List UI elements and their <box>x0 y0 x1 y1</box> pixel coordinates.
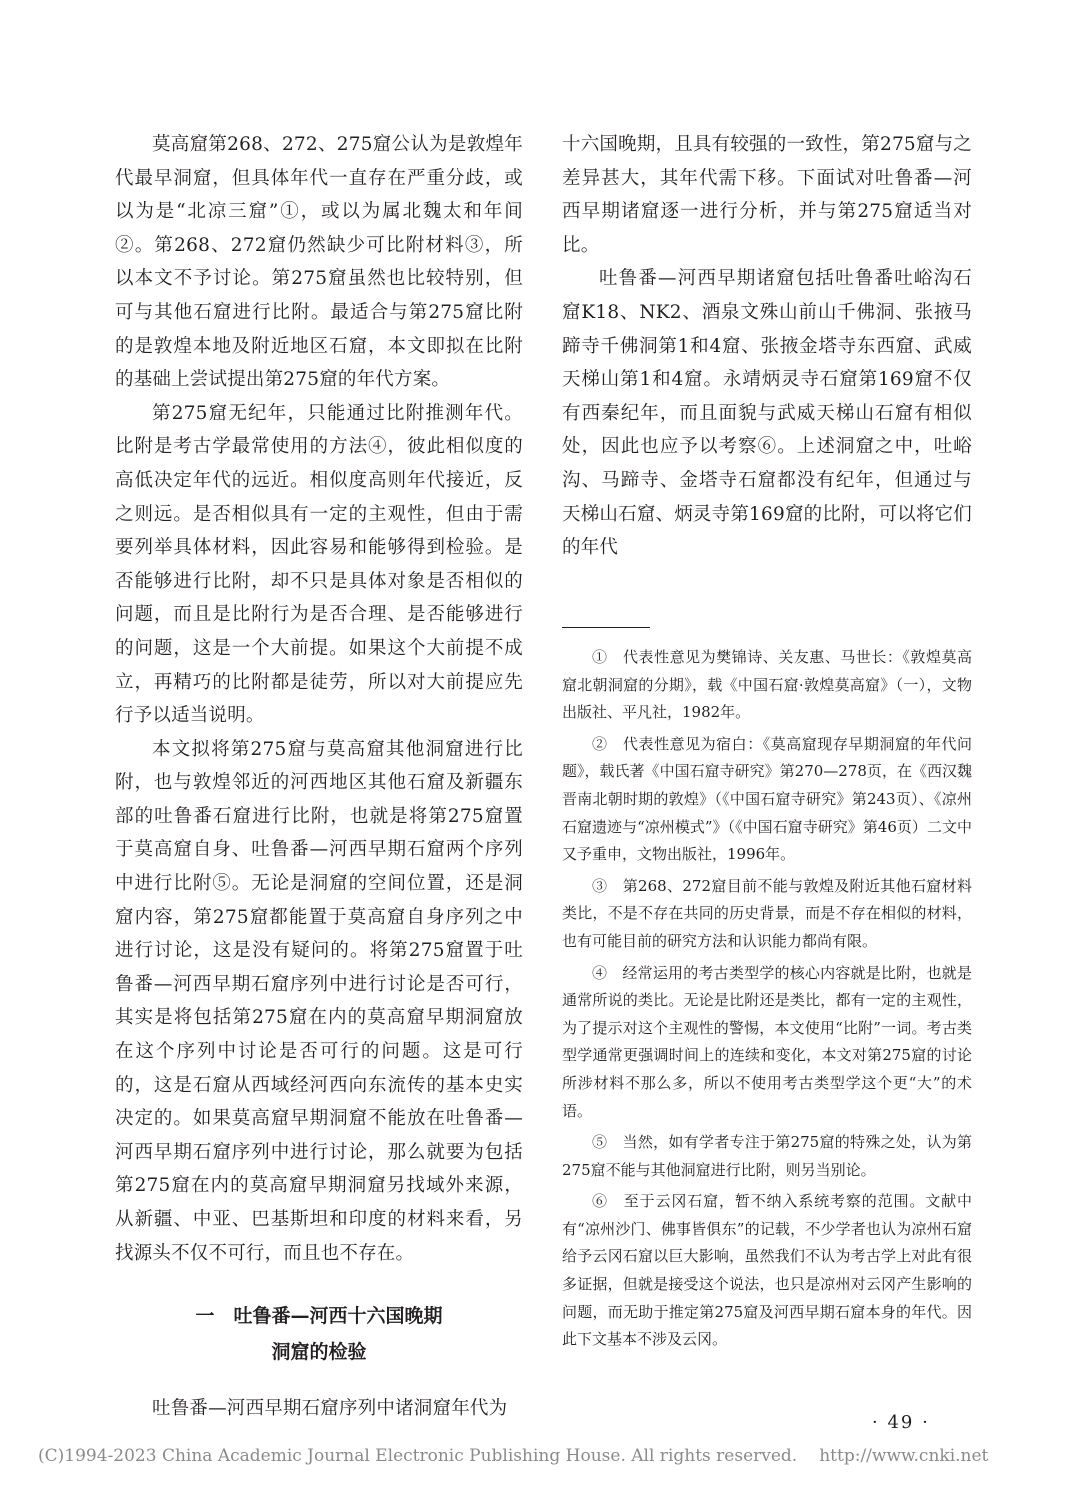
footnote-3: ③ 第268、272窟目前不能与敦煌及附近其他石窟材料类比，不是不存在共同的历史背景，而是不存在相似的材料，也有可能目前的研究方法和认识能力都尚有限。 <box>562 876 972 950</box>
right-column <box>562 128 972 565</box>
body-paragraph: 吐鲁番—河西早期石窟序列中诸洞窟年代为 <box>152 1398 508 1420</box>
body-paragraph: 第275窟无纪年，只能通过比附推测年代。比附是考古学最常使用的方法④，彼此相似度的高低决定年代的远近。相似度高则年代接近，反之则远。是否相似具有一定的主观性，但由于需要列举具体材料，因此容易和能够得到检验。是否能够进行比附，却不只是具体对象是否相似的问题，而且是比附行为是否合理、是否能够进行的问题，这是一个大前提。如果这个大前提不成立，再精巧的比附都是徒劳，所以对大前提应先行予以适当说明。 <box>115 402 523 727</box>
footnote-divider <box>562 627 650 628</box>
body-paragraph: 本文拟将第275窟与莫高窟其他洞窟进行比附，也与敦煌邻近的河西地区其他石窟及新疆东部的吐鲁番石窟进行比附，也就是将第275窟置于莫高窟自身、吐鲁番—河西早期石窟两个序列中进行比附⑤。无论是洞窟的空间位置，还是洞窟内容，第275窟都能置于莫高窟自身序列之中进行讨论，这是没有疑问的。将第275窟置于吐鲁番—河西早期石窟序列中进行讨论是否可行，其实是将包括第275窟在内的莫高窟早期洞窟放在这个序列中讨论是否可行的问题。这是可行的，这是石窟从西域经河西向东流传的基本史实决定的。如果莫高窟早期洞窟不能放在吐鲁番—河西早期石窟序列中进行讨论，那么就要为包括第275窟在内的莫高窟早期洞窟另找域外来源，从新疆、中亚、巴基斯坦和印度的材料来看，另找源头不仅不可行，而且也不存在。 <box>115 738 523 1264</box>
footnote-4: ④ 经常运用的考古类型学的核心内容就是比附，也就是通常所说的类比。无论是比附还是类比，都有一定的主观性，为了提示对这个主观性的警惕，本文使用“比附”一词。考古类型学通常更强调时间上的连续和变化，本文对第275窟的讨论所涉材料不那么多，所以不使用考古类型学这个更“大”的术语。 <box>562 963 972 1120</box>
footnote-1: ① 代表性意见为樊锦诗、关友惠、马世长：《敦煌莫高窟北朝洞窟的分期》，载《中国石窟·敦煌莫高窟》（一），文物出版社、平凡社，1982年。 <box>562 648 972 722</box>
body-paragraph-continued: 十六国晚期，且具有较强的一致性，第275窟与之差异甚大，其年代需下移。下面试对吐鲁番—河西早期诸窟逐一进行分析，并与第275窟适当对比。 <box>562 134 972 256</box>
body-paragraph: 吐鲁番—河西早期诸窟包括吐鲁番吐峪沟石窟K18、NK2、酒泉文殊山前山千佛洞、张掖马蹄寺千佛洞第1和4窟、张掖金塔寺东西窟、武威天梯山第1和4窟。永靖炳灵寺石窟第169窟不仅有西秦纪年，而且面貌与武威天梯山石窟有相似处，因此也应予以考察⑥。上述洞窟之中，吐峪沟、马蹄寺、金塔寺石窟都没有纪年，但通过与天梯山石窟、炳灵寺第169窟的比附，可以将它们的年代 <box>562 268 972 559</box>
footnote-6: ⑥ 至于云冈石窟，暂不纳入系统考察的范围。文献中有“凉州沙门、佛事皆俱东”的记载，不少学者也认为凉州石窟给予云冈石窟以巨大影响，虽然我们不认为考古学上对此有很多证据，但就是接受这个说法，也只是凉州对云冈产生影响的问题，而无助于推定第275窟及河西早期石窟本身的年代。因此下文基本不涉及云冈。 <box>562 1192 972 1349</box>
body-paragraph: 莫高窟第268、272、275窟公认为是敦煌年代最早洞窟，但具体年代一直存在严重分歧，或以为是“北凉三窟”①，或以为属北魏太和年间②。第268、272窟仍然缺少可比附材料③，所以本文不予讨论。第275窟虽然也比较特别，但可与其他石窟进行比附。最适合与第275窟比附的是敦煌本地及附近地区石窟，本文即拟在比附的基础上尝试提出第275窟的年代方案。 <box>115 134 523 391</box>
section-heading-line-2: 洞窟的检验 <box>271 1341 367 1364</box>
copyright-text: (C)1994-2023 China Academic Journal Electronic Publishing House. All rights reserved. <box>38 1446 798 1466</box>
copyright-footer <box>38 1446 988 1466</box>
section-heading-line-1: 一 吐鲁番—河西十六国晚期 <box>195 1305 443 1328</box>
section-heading <box>115 1298 523 1370</box>
footnotes <box>562 644 972 1358</box>
page-number: · 49 · <box>872 1412 930 1433</box>
footer-url: http://www.cnki.net <box>819 1446 989 1466</box>
left-column <box>115 128 523 1426</box>
footnote-2: ② 代表性意见为宿白：《莫高窟现存早期洞窟的年代问题》，载氏著《中国石窟寺研究》第270—278页，在《西汉魏晋南北朝时期的敦煌》（《中国石窟寺研究》第243页）、《凉州石窟遗迹与“凉州模式”》（《中国石窟寺研究》第46页）二文中又予重申，文物出版社，1996年。 <box>562 734 972 864</box>
footnote-5: ⑤ 当然，如有学者专注于第275窟的特殊之处，认为第275窟不能与其他洞窟进行比附，则另当别论。 <box>562 1133 972 1179</box>
